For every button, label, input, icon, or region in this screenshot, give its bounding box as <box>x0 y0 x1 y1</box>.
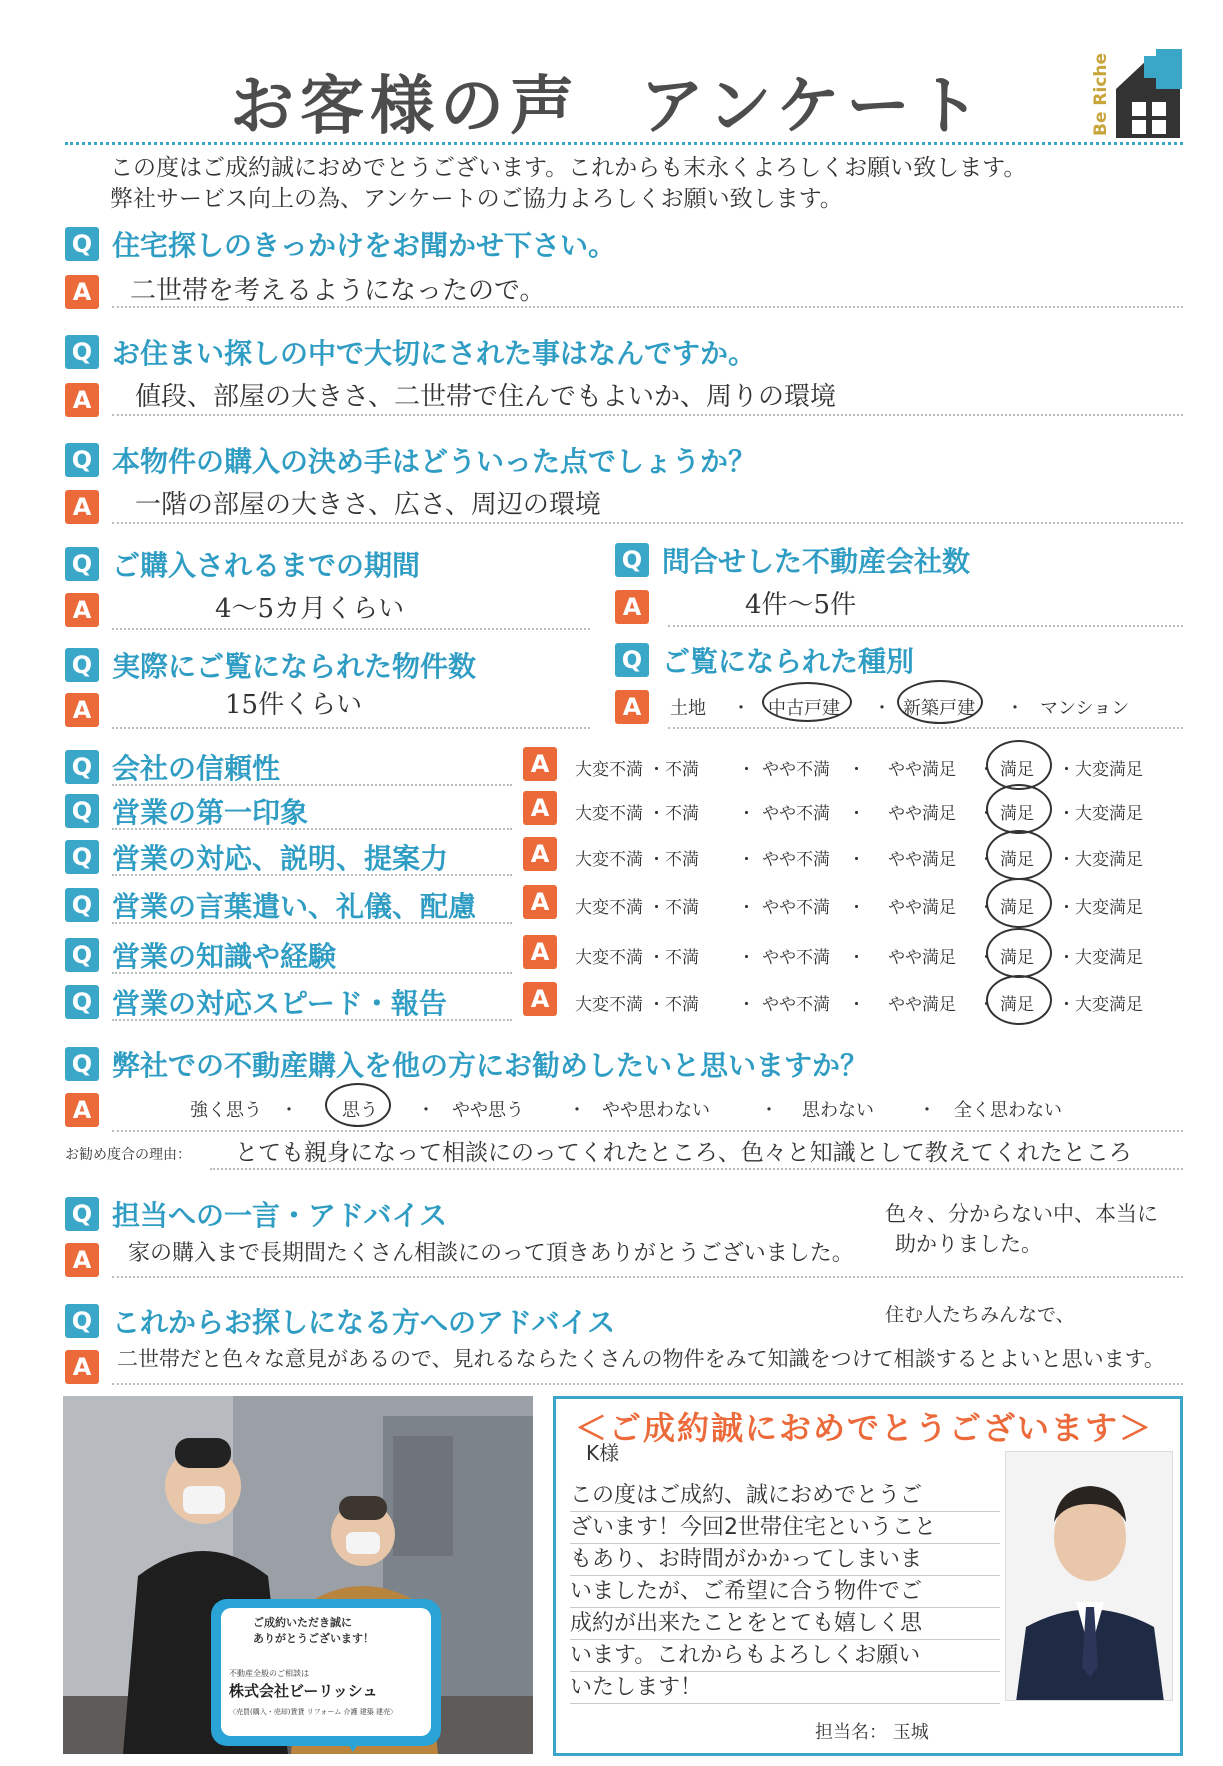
rating-separator: ・ <box>1058 948 1075 968</box>
rating-option: やや満足 <box>888 898 956 918</box>
rating-option: 不満 <box>665 948 699 968</box>
answer-line <box>112 1130 1183 1132</box>
rating-separator: ・ <box>738 850 755 870</box>
answer-line <box>112 1383 1183 1385</box>
rating-option: 大変不満 <box>575 804 643 824</box>
q-label: Q <box>65 1197 99 1231</box>
q-label: Q <box>65 335 99 369</box>
rating-separator: ・ <box>848 760 865 780</box>
a-label: A <box>523 837 557 871</box>
sign-company: 株式会社ビーリッシュ <box>229 1682 378 1700</box>
a-label: A <box>615 690 649 724</box>
recommend-option: 思う <box>342 1100 378 1121</box>
answer-line <box>112 727 590 729</box>
selected-circle <box>897 680 983 724</box>
rating-separator: ・ <box>738 804 755 824</box>
rating-option: やや満足 <box>888 760 956 780</box>
a-label: A <box>65 275 99 309</box>
staff-photo <box>1005 1451 1173 1701</box>
message-line: います。これからもよろしくお願い <box>570 1640 1000 1672</box>
rating-option: やや満足 <box>888 804 956 824</box>
rating-separator: ・ <box>978 760 995 780</box>
rating-option: やや不満 <box>762 948 830 968</box>
rating-option: 大変不満 <box>575 898 643 918</box>
advice-staff-question: 担当への一言・アドバイス <box>112 1199 448 1232</box>
a-label: A <box>523 935 557 969</box>
q3-answer: 一階の部屋の大きさ、広さ、周辺の環境 <box>135 490 601 520</box>
rating-option: やや満足 <box>888 850 956 870</box>
a-label: A <box>65 1093 99 1127</box>
recommend-option: やや思う <box>452 1100 524 1121</box>
rating-option: 大変不満 <box>575 948 643 968</box>
rating-separator: ・ <box>648 760 665 780</box>
reason-answer: とても親身になって相談にのってくれたところ、色々と知識として教えてくれたところ <box>235 1140 1132 1166</box>
rating-question: 営業の対応スピード・報告 <box>112 987 447 1020</box>
q2-answer: 値段、部屋の大きさ、二世帯で住んでもよいか、周りの環境 <box>135 382 836 412</box>
q-label: Q <box>65 547 99 581</box>
answer-line <box>112 972 512 974</box>
q3-question: 本物件の購入の決め手はどういった点でしょうか？ <box>112 445 757 478</box>
recommend-separator: ・ <box>760 1100 778 1121</box>
rating-separator: ・ <box>648 898 665 918</box>
rating-option: 大変満足 <box>1075 898 1143 918</box>
rating-separator: ・ <box>738 898 755 918</box>
q-label: Q <box>65 648 99 682</box>
selected-circle <box>325 1083 391 1127</box>
staff-name: 担当名： 玉城 <box>815 1722 929 1743</box>
a-label: A <box>65 383 99 417</box>
rating-separator: ・ <box>1058 850 1075 870</box>
advice-staff-answer: 家の購入まで長期間たくさん相談にのって頂きありがとうございました。 <box>128 1241 854 1266</box>
selected-circle <box>986 784 1052 834</box>
customer-name: K様 <box>586 1441 620 1465</box>
rating-option: 大変満足 <box>1075 760 1143 780</box>
type-separator: ・ <box>1006 698 1024 719</box>
q6-answer: 15件くらい <box>225 690 363 720</box>
type-separator: ・ <box>873 698 891 719</box>
q-label: Q <box>615 643 649 677</box>
selected-circle <box>762 682 852 722</box>
a-label: A <box>523 791 557 825</box>
q-label: Q <box>65 888 99 922</box>
rating-separator: ・ <box>978 995 995 1015</box>
recommend-option: やや思わない <box>602 1100 710 1121</box>
message-line: いたします！ <box>570 1672 1000 1704</box>
q7-question: ご覧になられた種別 <box>662 645 915 678</box>
sign-line1: ご成約いただき誠に <box>253 1616 352 1629</box>
a-label: A <box>65 593 99 627</box>
q-label: Q <box>65 227 99 261</box>
q6-question: 実際にご覧になられた物件数 <box>112 650 477 683</box>
recommend-separator: ・ <box>568 1100 586 1121</box>
rating-separator: ・ <box>978 948 995 968</box>
advice-future-insert: 住む人たちみんなで、 <box>885 1304 1075 1326</box>
answer-line <box>112 628 590 630</box>
q5-answer: 4件～5件 <box>745 590 857 620</box>
header-divider <box>65 142 1183 145</box>
rating-option: 不満 <box>665 898 699 918</box>
rating-option: 大変不満 <box>575 760 643 780</box>
message-line: ざいます！今回2世帯住宅ということ <box>570 1512 1000 1544</box>
rating-option: 大変満足 <box>1075 850 1143 870</box>
rating-separator: ・ <box>648 995 665 1015</box>
rating-option: 大変不満 <box>575 995 643 1015</box>
selected-circle <box>986 878 1052 928</box>
rating-option: 大変満足 <box>1075 804 1143 824</box>
q-label: Q <box>65 443 99 477</box>
q1-answer: 二世帯を考えるようになったので。 <box>130 276 546 306</box>
q-label: Q <box>65 1047 99 1081</box>
rating-separator: ・ <box>1058 760 1075 780</box>
answer-line <box>112 874 512 876</box>
q-label: Q <box>65 794 99 828</box>
selected-circle <box>986 740 1052 790</box>
rating-question: 営業の言葉遣い、礼儀、配慮 <box>112 890 477 923</box>
q-label: Q <box>65 938 99 972</box>
sign-services: 〈売買(購入・売却)賃貸 リフォーム 介護 建築 建売〉 <box>229 1708 398 1716</box>
a-label: A <box>65 693 99 727</box>
rating-option: やや不満 <box>762 898 830 918</box>
rating-option: やや満足 <box>888 995 956 1015</box>
rating-option: 満足 <box>1000 760 1034 780</box>
rating-option: 大変満足 <box>1075 995 1143 1015</box>
rating-option: 不満 <box>665 760 699 780</box>
rating-option: 大変不満 <box>575 850 643 870</box>
rating-option: 満足 <box>1000 948 1034 968</box>
selected-circle <box>986 975 1052 1025</box>
q4-question: ご購入されるまでの期間 <box>112 549 421 582</box>
type-option: 土地 <box>670 698 706 719</box>
recommend-option: 強く思う <box>190 1100 262 1121</box>
rating-separator: ・ <box>848 948 865 968</box>
answer-line <box>112 922 512 924</box>
rating-question: 営業の知識や経験 <box>112 940 337 973</box>
q2-question: お住まい探しの中で大切にされた事はなんですか。 <box>112 337 757 370</box>
q5-question: 問合せした不動産会社数 <box>662 545 971 578</box>
answer-line <box>668 625 1183 627</box>
q4-answer: 4～5カ月くらい <box>215 594 405 624</box>
answer-line <box>112 1019 512 1021</box>
rating-separator: ・ <box>648 948 665 968</box>
brand-logo <box>1088 44 1182 140</box>
rating-option: 満足 <box>1000 850 1034 870</box>
sign-line2: ありがとうございます！ <box>253 1632 374 1645</box>
recommend-option: 思わない <box>802 1100 874 1121</box>
recommend-separator: ・ <box>417 1100 435 1121</box>
answer-line <box>112 828 512 830</box>
message-line: いましたが、ご希望に合う物件でご <box>570 1576 1000 1608</box>
rating-question: 営業の第一印象 <box>112 796 309 829</box>
advice-staff-extra: 助かりました。 <box>895 1232 1042 1256</box>
message-line: この度はご成約、誠におめでとうご <box>570 1480 1000 1512</box>
rating-separator: ・ <box>848 850 865 870</box>
a-label: A <box>65 1350 99 1384</box>
type-option: 中古戸建 <box>768 698 840 719</box>
message-text <box>570 1480 1000 1704</box>
selected-circle <box>986 830 1052 880</box>
q-label: Q <box>615 543 649 577</box>
answer-line <box>668 727 1183 729</box>
rating-option: 大変満足 <box>1075 948 1143 968</box>
rating-separator: ・ <box>648 850 665 870</box>
answer-line <box>112 306 1183 308</box>
answer-line <box>210 1168 1183 1170</box>
recommend-question: 弊社での不動産購入を他の方にお勧めしたいと思いますか？ <box>112 1049 869 1082</box>
rating-option: やや不満 <box>762 995 830 1015</box>
rating-option: 不満 <box>665 850 699 870</box>
rating-option: やや不満 <box>762 804 830 824</box>
rating-separator: ・ <box>738 995 755 1015</box>
rating-option: 不満 <box>665 995 699 1015</box>
answer-line <box>112 1276 1183 1278</box>
a-label: A <box>523 885 557 919</box>
q-label: Q <box>65 840 99 874</box>
intro-text: この度はご成約誠におめでとうございます。これからも末永くよろしくお願い致します。 弊社サービス向上の為、アンケートのご協力よろしくお願い致します。 <box>110 155 1027 212</box>
a-label: A <box>523 982 557 1016</box>
page-title: お客様の声 アンケート <box>230 70 987 144</box>
type-separator: ・ <box>732 698 750 719</box>
rating-separator: ・ <box>1058 995 1075 1015</box>
message-line: 成約が出来たことをとても嬉しく思 <box>570 1608 1000 1640</box>
answer-line <box>112 784 512 786</box>
type-option: 新築戸建 <box>903 698 975 719</box>
selected-circle <box>986 928 1052 978</box>
advice-future-question: これからお探しになる方へのアドバイス <box>112 1306 616 1339</box>
reason-label: お勧め度合の理由： <box>65 1147 191 1163</box>
rating-question: 会社の信頼性 <box>112 752 281 785</box>
recommend-option: 全く思わない <box>954 1100 1062 1121</box>
q-label: Q <box>65 985 99 1019</box>
message-heading: ＜ご成約誠におめでとうございます＞ <box>575 1409 1154 1447</box>
q1-question: 住宅探しのきっかけをお聞かせ下さい。 <box>112 229 617 262</box>
rating-option: 満足 <box>1000 804 1034 824</box>
sign-company-small: 不動産全般のご相談は <box>229 1669 309 1678</box>
rating-option: やや不満 <box>762 850 830 870</box>
rating-separator: ・ <box>848 995 865 1015</box>
a-label: A <box>65 1243 99 1277</box>
rating-option: 不満 <box>665 804 699 824</box>
type-option: マンション <box>1040 698 1130 719</box>
rating-separator: ・ <box>738 760 755 780</box>
logo-text: Be Riche <box>1091 52 1111 136</box>
customer-photo <box>63 1396 533 1754</box>
rating-separator: ・ <box>978 898 995 918</box>
rating-option: やや満足 <box>888 948 956 968</box>
rating-separator: ・ <box>848 898 865 918</box>
q-label: Q <box>65 750 99 784</box>
rating-option: 満足 <box>1000 995 1034 1015</box>
rating-separator: ・ <box>978 850 995 870</box>
a-label: A <box>65 490 99 524</box>
rating-separator: ・ <box>738 948 755 968</box>
message-line: もあり、お時間がかかってしまいま <box>570 1544 1000 1576</box>
advice-staff-extra: 色々、分からない中、本当に <box>885 1202 1158 1226</box>
a-label: A <box>523 747 557 781</box>
rating-question: 営業の対応、説明、提案力 <box>112 842 449 875</box>
a-label: A <box>615 590 649 624</box>
answer-line <box>112 414 1183 416</box>
rating-separator: ・ <box>978 804 995 824</box>
rating-separator: ・ <box>848 804 865 824</box>
answer-line <box>112 522 1183 524</box>
q-label: Q <box>65 1304 99 1338</box>
advice-future-answer: 二世帯だと色々な意見があるので、見れるならたくさんの物件をみて知識をつけて相談するとよいと思います。 <box>117 1347 1165 1371</box>
rating-option: やや不満 <box>762 760 830 780</box>
rating-separator: ・ <box>1058 898 1075 918</box>
recommend-separator: ・ <box>918 1100 936 1121</box>
rating-separator: ・ <box>1058 804 1075 824</box>
rating-separator: ・ <box>648 804 665 824</box>
recommend-separator: ・ <box>280 1100 298 1121</box>
rating-option: 満足 <box>1000 898 1034 918</box>
